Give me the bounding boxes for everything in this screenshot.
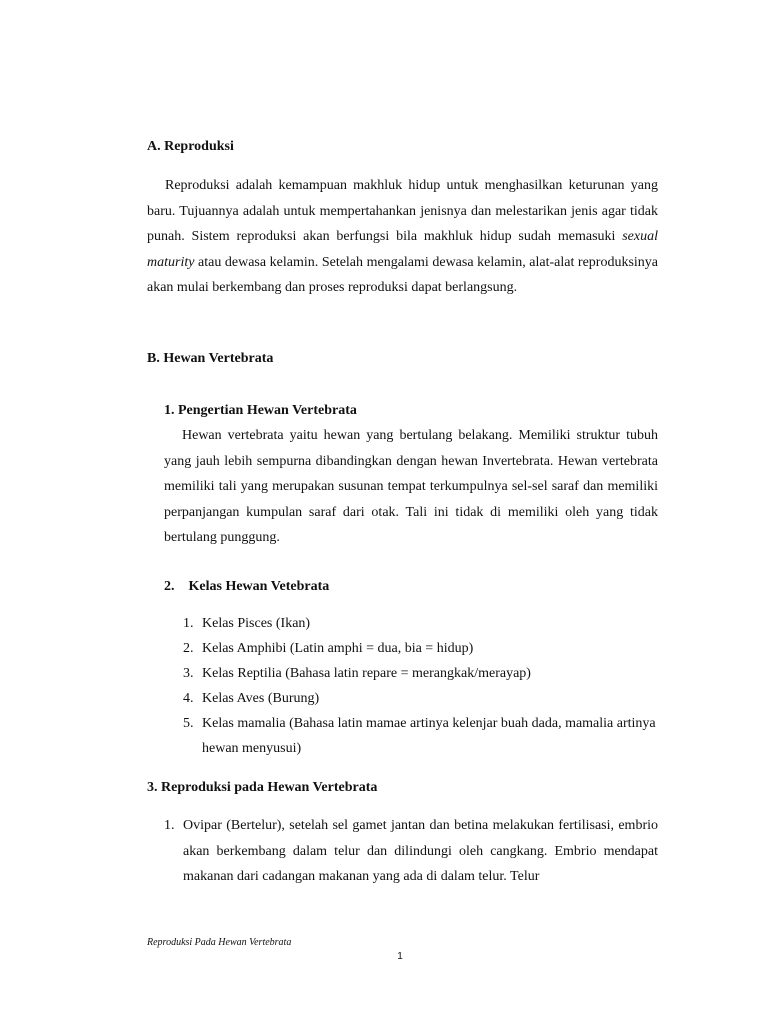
section-b-heading: B. Hewan Vertebrata [147,351,274,366]
subsection-1-paragraph: Hewan vertebrata yaitu hewan yang bertulang belakang. Memiliki struktur tubuh yang jauh lebih sempurna dibandingkan dengan hewan Invertebrata. Hewan vertebrata memiliki tali yang merupakan susunan tempat terkumpulnya sel-sel saraf dan memiliki perpanjangan kumpulan saraf dari otak. Tali ini tidak di memiliki oleh yang tidak bertulang punggung. [164,428,658,546]
list-number: 2. [183,641,194,656]
page-number: 1 [397,951,403,962]
list-text: Kelas Pisces (Ikan) [202,616,311,631]
section-a-heading: A. Reproduksi [147,139,234,154]
heading-number: 2. [164,579,175,594]
list-text: Ovipar (Bertelur), setelah sel gamet jantan dan betina melakukan fertilisasi, embrio akan berkembang dalam telur dan dilindungi oleh cangkang. Embrio mendapat makanan dari cadangan makanan yang ada di dalam telur. Telur [183,818,658,885]
list-item [183,636,659,661]
list-text: Kelas Reptilia (Bahasa latin repare = merangkak/merayap) [202,666,531,681]
section-a-paragraph [147,173,658,301]
list-item [183,686,659,711]
list-number: 3. [183,666,194,681]
list-item [183,711,659,761]
vertebrate-class-list [183,611,659,761]
list-item [183,611,659,636]
list-number: 4. [183,691,194,706]
list-text: Kelas Aves (Burung) [202,691,320,706]
subsection-1-heading: 1. Pengertian Hewan Vertebrata [164,403,357,418]
list-text: Kelas Amphibi (Latin amphi = dua, bia = hidup) [202,641,474,656]
italic-term: sexual maturity [147,229,658,270]
list-number: 1. [183,616,194,631]
subsection-2-heading [164,578,329,596]
list-text: Kelas mamalia (Bahasa latin mamae artinya kelenjar buah dada, mamalia artinya hewan menyusui) [202,716,656,756]
list-item [164,813,658,890]
heading-text: Kelas Hewan Vetebrata [188,579,330,594]
paragraph-text: atau dewasa kelamin. Setelah mengalami dewasa kelamin, alat-alat reproduksinya akan mulai berkembang dan proses reproduksi dapat berlangsung. [147,254,658,296]
paragraph-text: Reproduksi adalah kemampuan makhluk hidup untuk menghasilkan keturunan yang baru. Tujuannya adalah untuk mempertahankan jenisnya dan melestarikan jenis agar tidak punah. Sistem reproduksi akan berfungsi bila makhluk hidup sudah memasuki [147,178,658,245]
list-number: 5. [183,716,194,731]
reproduction-type-list [164,813,658,890]
list-item [183,661,659,686]
running-footer-title: Reproduksi Pada Hewan Vertebrata [147,937,292,948]
section-3-heading: 3. Reproduksi pada Hewan Vertebrata [147,780,378,795]
list-number: 1. [164,818,175,833]
